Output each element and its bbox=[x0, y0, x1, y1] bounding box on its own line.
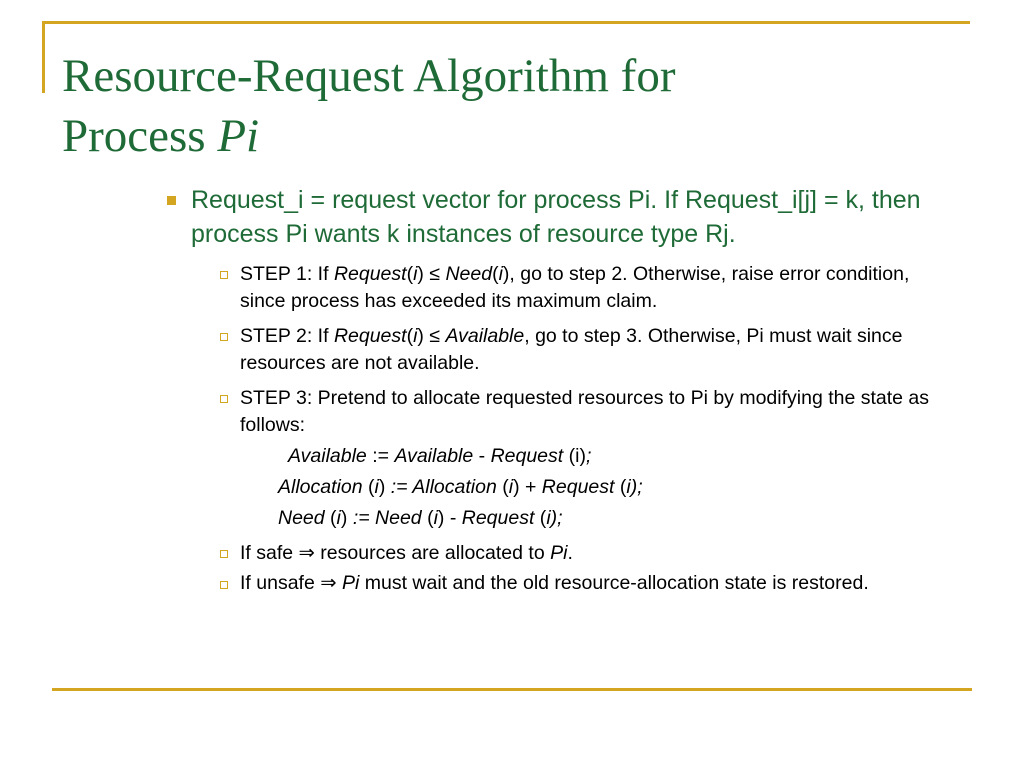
formula3-paren-3: ( bbox=[534, 507, 547, 529]
unsafe-pi: Pi bbox=[341, 572, 360, 594]
formula-available bbox=[240, 441, 943, 472]
formula1-i: (i) bbox=[563, 445, 586, 467]
formula3-paren-close: ) bbox=[340, 507, 353, 529]
safe-period: . bbox=[567, 542, 573, 564]
formula2-i-3: i bbox=[626, 476, 631, 498]
hollow-square-bullet-icon bbox=[220, 550, 228, 558]
formula3-paren-2: ( bbox=[421, 507, 434, 529]
title-line-2: Process bbox=[62, 110, 218, 162]
formula1-request: Request bbox=[490, 445, 564, 467]
formula1-available: Available bbox=[288, 445, 367, 467]
formula2-paren-3: ( bbox=[614, 476, 627, 498]
sub-bullet-list bbox=[215, 261, 943, 596]
step1-need: Need bbox=[445, 263, 493, 285]
slide-body bbox=[164, 183, 954, 604]
title-italic-pi: Pi bbox=[217, 110, 260, 162]
frame-top-rule bbox=[42, 21, 970, 24]
safe-text-b: resources are allocated to bbox=[314, 542, 551, 564]
main-bullet bbox=[164, 183, 954, 251]
safe-pi: Pi bbox=[550, 542, 568, 564]
hollow-square-bullet-icon bbox=[220, 333, 228, 341]
formula3-i: i bbox=[336, 507, 341, 529]
step1-paren-open: ( bbox=[406, 263, 414, 285]
formula1-available-2: Available bbox=[394, 445, 474, 467]
formula2-paren-2: ( bbox=[496, 476, 509, 498]
frame-left-rule bbox=[42, 21, 45, 93]
unsafe-bullet bbox=[215, 571, 943, 596]
formula-allocation bbox=[240, 472, 943, 503]
formula1-semicolon: ; bbox=[585, 445, 592, 467]
step1-i: i bbox=[413, 263, 418, 285]
formula2-i-2: i bbox=[508, 476, 514, 498]
slide-title bbox=[62, 46, 962, 166]
hollow-square-bullet-icon bbox=[220, 271, 228, 279]
implies-arrow-icon: ⇒ bbox=[298, 542, 315, 564]
step2-i: i bbox=[413, 325, 418, 347]
formula3-paren: ( bbox=[324, 507, 337, 529]
main-bullet-text: Request_i = request vector for process Pi. If Request_i[j] = k, then process Pi wants k instances of resource type Rj. bbox=[191, 186, 921, 248]
step3-bullet bbox=[215, 385, 943, 534]
formula3-request: Request bbox=[461, 507, 535, 529]
unsafe-text-a: If unsafe bbox=[240, 572, 321, 594]
unsafe-text-rest: must wait and the old resource-allocation state is restored. bbox=[359, 572, 869, 594]
step1-request: Request bbox=[333, 263, 407, 285]
step2-text-a: STEP 2: If bbox=[240, 325, 334, 347]
formula2-end: ); bbox=[630, 476, 643, 498]
step1-leq: ) ≤ bbox=[417, 263, 446, 285]
formula2-paren-close: ) bbox=[378, 476, 391, 498]
formula3-minus: ) - bbox=[437, 507, 462, 529]
step1-paren-open-2: ( bbox=[492, 263, 499, 285]
formula2-i: i bbox=[374, 476, 379, 498]
title-line-1: Resource-Request Algorithm for bbox=[62, 50, 676, 102]
formula2-request: Request bbox=[541, 476, 615, 498]
step3-text: STEP 3: Pretend to allocate requested resources to Pi by modifying the state as follows: bbox=[240, 387, 930, 436]
formula3-assign-need: := Need bbox=[352, 507, 422, 529]
safe-text-a: If safe bbox=[240, 542, 299, 564]
frame-bottom-rule bbox=[52, 688, 972, 691]
step2-leq: ) ≤ bbox=[417, 325, 446, 347]
safe-bullet bbox=[215, 540, 943, 567]
formula2-allocation: Allocation bbox=[278, 476, 363, 498]
formula2-assign-allocation: := Allocation bbox=[390, 476, 497, 498]
step2-bullet bbox=[215, 323, 943, 377]
step1-text-a: STEP 1: If bbox=[240, 263, 334, 285]
formula-need bbox=[240, 503, 943, 534]
hollow-square-bullet-icon bbox=[220, 395, 228, 403]
step2-available: Available bbox=[445, 325, 525, 347]
implies-arrow-icon: ⇒ bbox=[320, 572, 337, 594]
step2-paren-open: ( bbox=[406, 325, 414, 347]
step1-bullet bbox=[215, 261, 943, 315]
formula2-plus: ) + bbox=[513, 476, 542, 498]
formula2-paren: ( bbox=[362, 476, 375, 498]
formula3-i-3: i bbox=[546, 507, 551, 529]
formula3-i-2: i bbox=[433, 507, 438, 529]
hollow-square-bullet-icon bbox=[220, 581, 228, 589]
step2-text-rest: , go to step 3. Otherwise, Pi must wait since resources are not available. bbox=[240, 325, 903, 374]
formula1-minus: - bbox=[473, 445, 491, 467]
formula3-need: Need bbox=[278, 507, 325, 529]
step1-text-rest: ), go to step 2. Otherwise, raise error condition, since process has exceeded its maximum claim. bbox=[240, 263, 910, 312]
formula1-assign: := bbox=[366, 445, 395, 467]
formula3-end: ); bbox=[550, 507, 563, 529]
square-bullet-icon bbox=[167, 196, 176, 205]
step2-request: Request bbox=[333, 325, 407, 347]
step1-i-2: i bbox=[498, 263, 503, 285]
